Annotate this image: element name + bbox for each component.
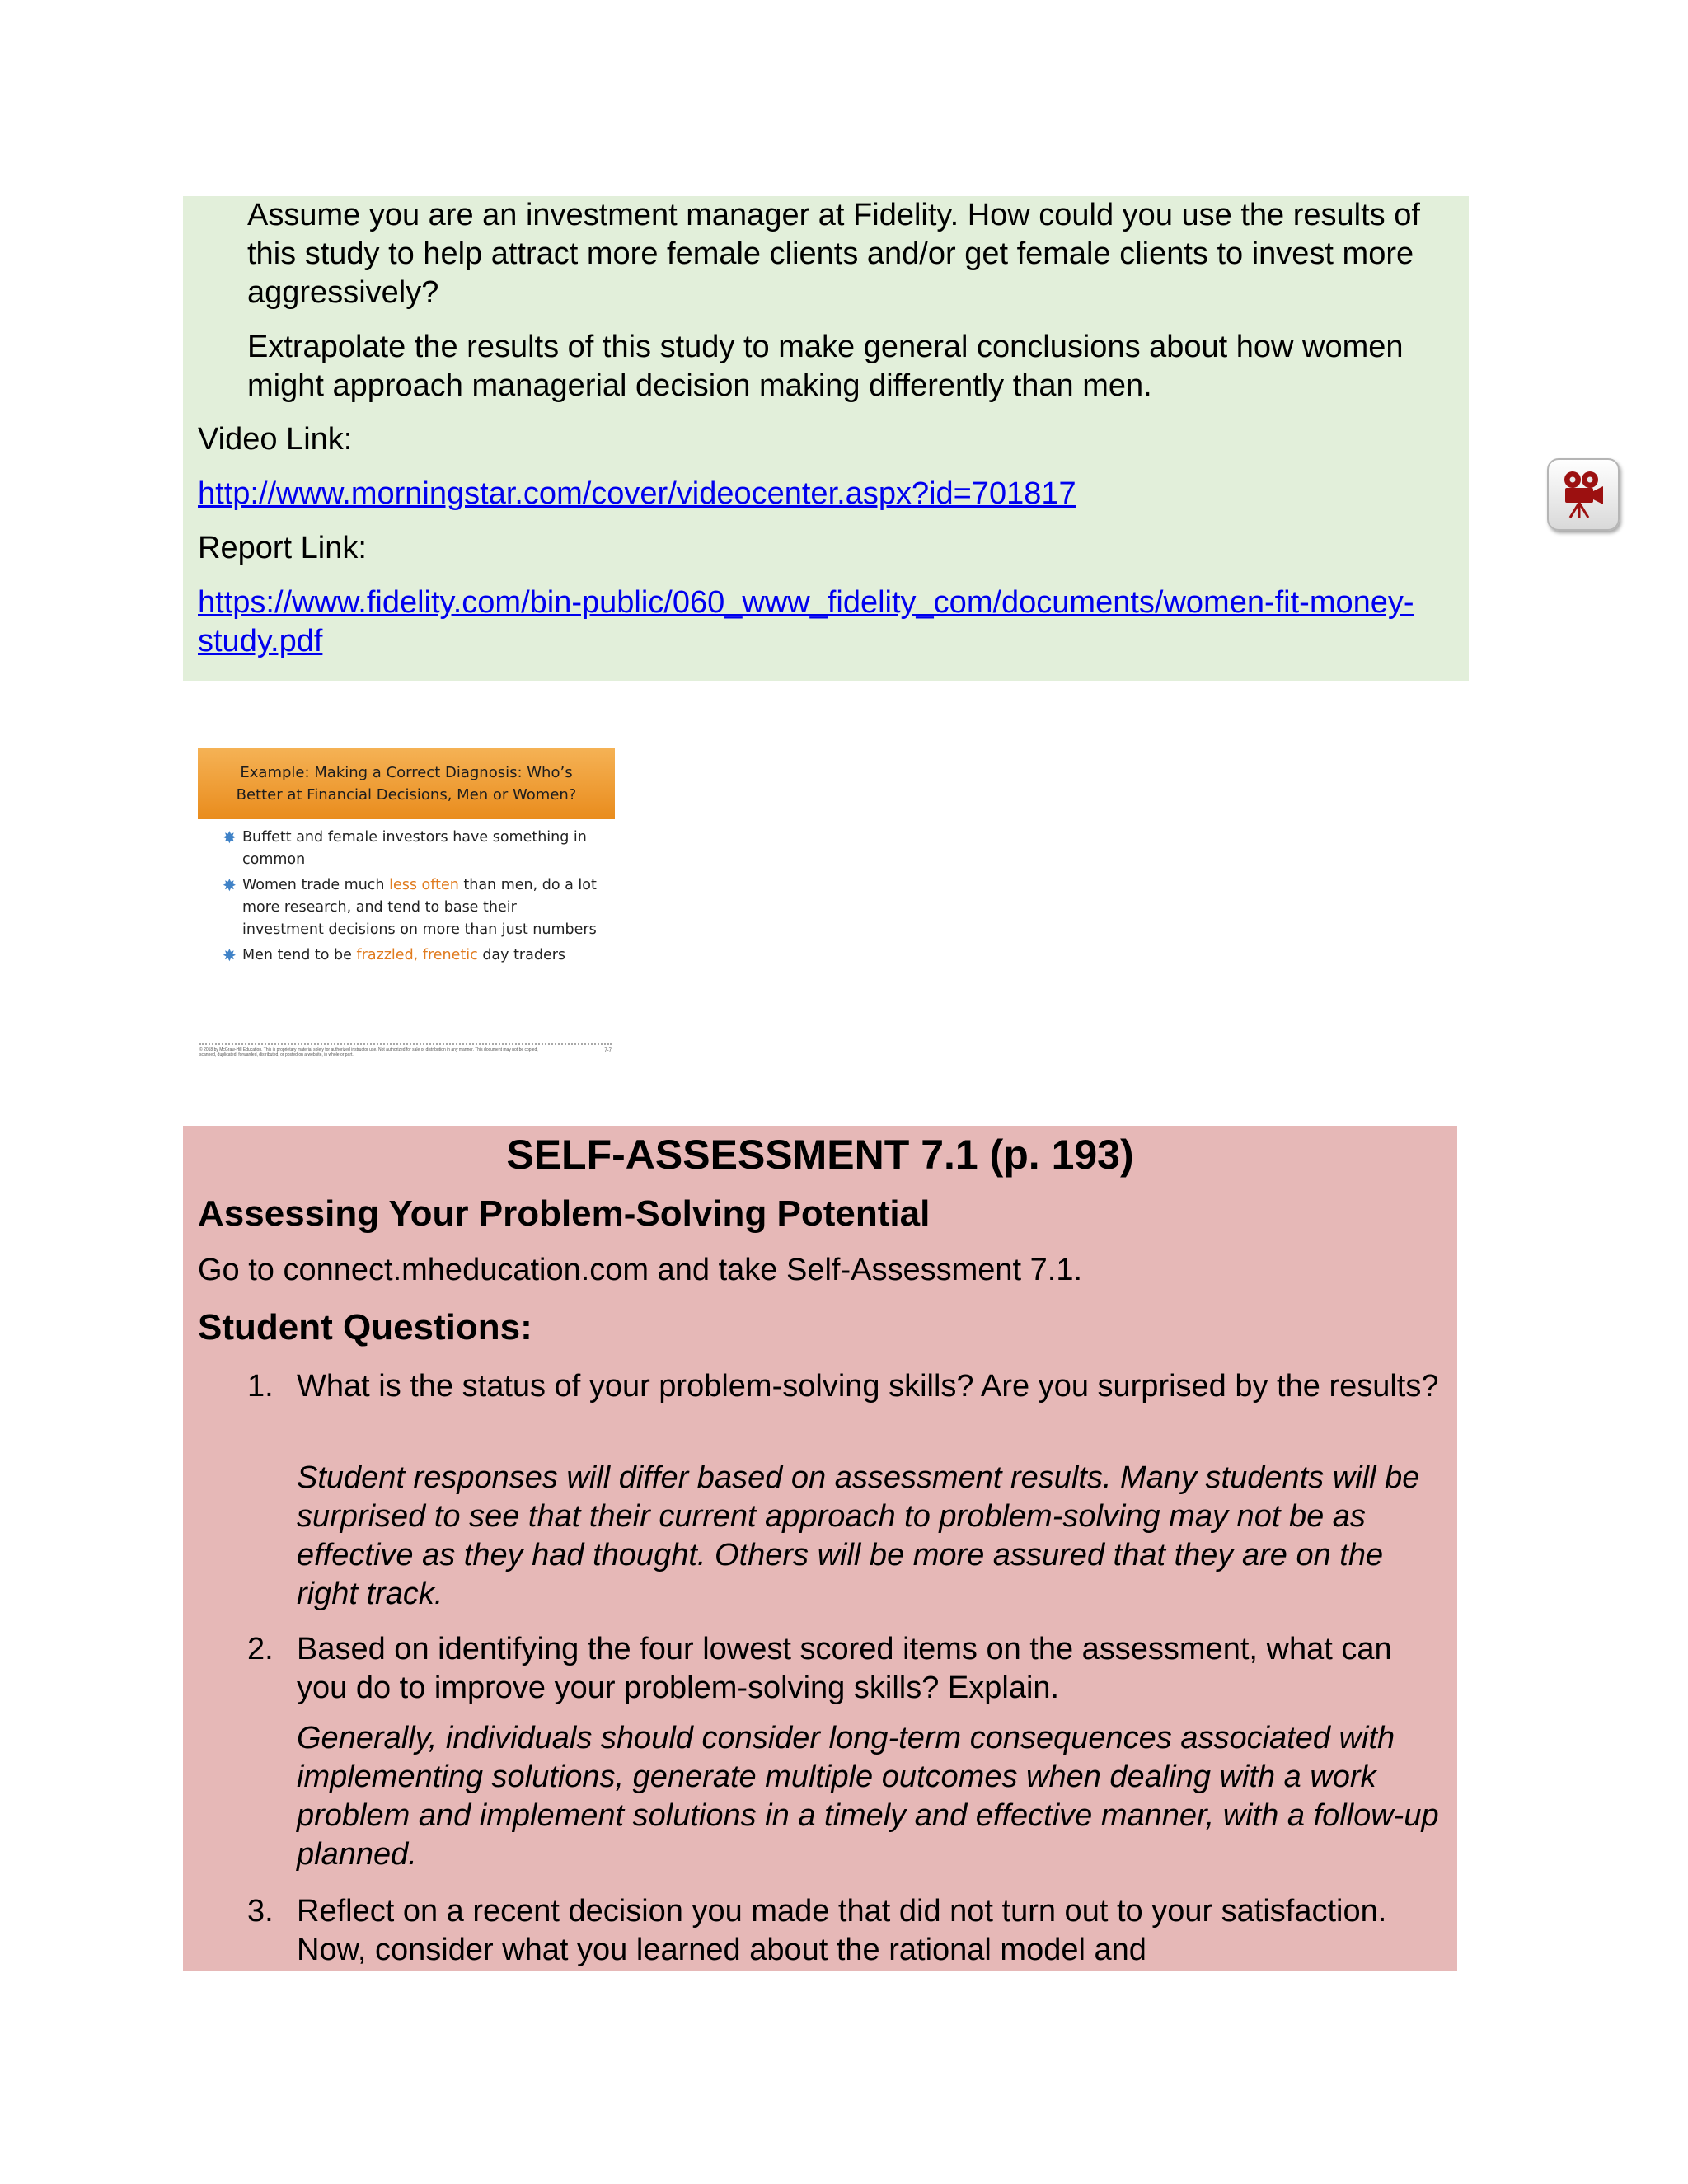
video-button[interactable] bbox=[1547, 458, 1620, 531]
suggested-answer: Generally, individuals should consider long-term consequences associated with implementing solutions, generate multiple outcomes when dealing with a work problem and implement solutions in a timely and effective manner, with a follow-up planned. bbox=[297, 1721, 1439, 1872]
report-link-label: Report Link: bbox=[198, 531, 367, 565]
report-link[interactable]: https://www.fidelity.com/bin-public/060_www_fidelity_com/documents/women-fit-money-study.pdf bbox=[198, 585, 1414, 658]
slide-bullets bbox=[223, 827, 602, 970]
slide-bullet: ✸ Women trade much less often than men, do a lot more research, and tend to base their investment decisions on more than just numbers bbox=[223, 875, 597, 938]
discussion-questions-box bbox=[183, 196, 1469, 681]
self-assessment-subtitle: Assessing Your Problem-Solving Potential bbox=[198, 1193, 931, 1234]
question-1-text: Assume you are an investment manager at Fidelity. How could you use the results of this study to help attract more female clients and/or get female clients to invest more aggressively? bbox=[247, 198, 1420, 310]
slide-bullet: ✸ Men tend to be frazzled, frenetic day traders bbox=[223, 945, 566, 965]
lecture-slide-thumbnail bbox=[198, 748, 615, 1062]
student-question: What is the status of your problem-solving skills? Are you surprised by the results? bbox=[297, 1369, 1439, 1404]
bullet-star-icon: ✸ bbox=[223, 875, 237, 895]
student-question: Based on identifying the four lowest scored items on the assessment, what can you do to improve your problem-solving skills? Explain. bbox=[297, 1632, 1392, 1705]
student-questions-heading: Student Questions: bbox=[198, 1307, 532, 1347]
question-number: 3. bbox=[247, 1894, 274, 1929]
slide-title: Example: Making a Correct Diagnosis: Who’s Better at Financial Decisions, Men or Women? bbox=[198, 748, 615, 819]
bullet-star-icon: ✸ bbox=[223, 945, 237, 965]
question-number: 2. bbox=[247, 1632, 274, 1666]
movie-camera-icon bbox=[1560, 470, 1606, 519]
video-link-label: Video Link: bbox=[198, 422, 353, 457]
question-number: 1. bbox=[247, 1369, 274, 1404]
question-2-text: Extrapolate the results of this study to make general conclusions about how women might approach managerial decision making differently than men. bbox=[247, 330, 1404, 403]
video-link[interactable]: http://www.morningstar.com/cover/videocenter.aspx?id=701817 bbox=[198, 476, 1076, 511]
slide-footer: © 2018 by McGraw-Hill Education. This is proprietary material solely for authorized instructor use. Not authorized for sale or distribution in any manner. This document may not be copied, scanned, duplicated, forwarded, distributed, or posted on a website, in whole or part. 7-7 bbox=[199, 1043, 612, 1057]
self-assessment-instruction: Go to connect.mheducation.com and take Self-Assessment 7.1. bbox=[198, 1253, 1083, 1287]
student-question: Reflect on a recent decision you made that did not turn out to your satisfaction. Now, consider what you learned about the rational model and bbox=[297, 1894, 1387, 1967]
suggested-answer: Student responses will differ based on assessment results. Many students will be surprised to see that their current approach to problem-solving may not be as effective as they had thought. Others will be more assured that they are on the right track. bbox=[297, 1460, 1420, 1611]
slide-bullet: ✸ Buffett and female investors have something in common bbox=[223, 827, 587, 868]
bullet-star-icon: ✸ bbox=[223, 827, 237, 847]
self-assessment-box bbox=[183, 1126, 1457, 1971]
self-assessment-title: SELF-ASSESSMENT 7.1 (p. 193) bbox=[506, 1132, 1134, 1178]
slide-page-number: 7-7 bbox=[604, 1048, 612, 1053]
